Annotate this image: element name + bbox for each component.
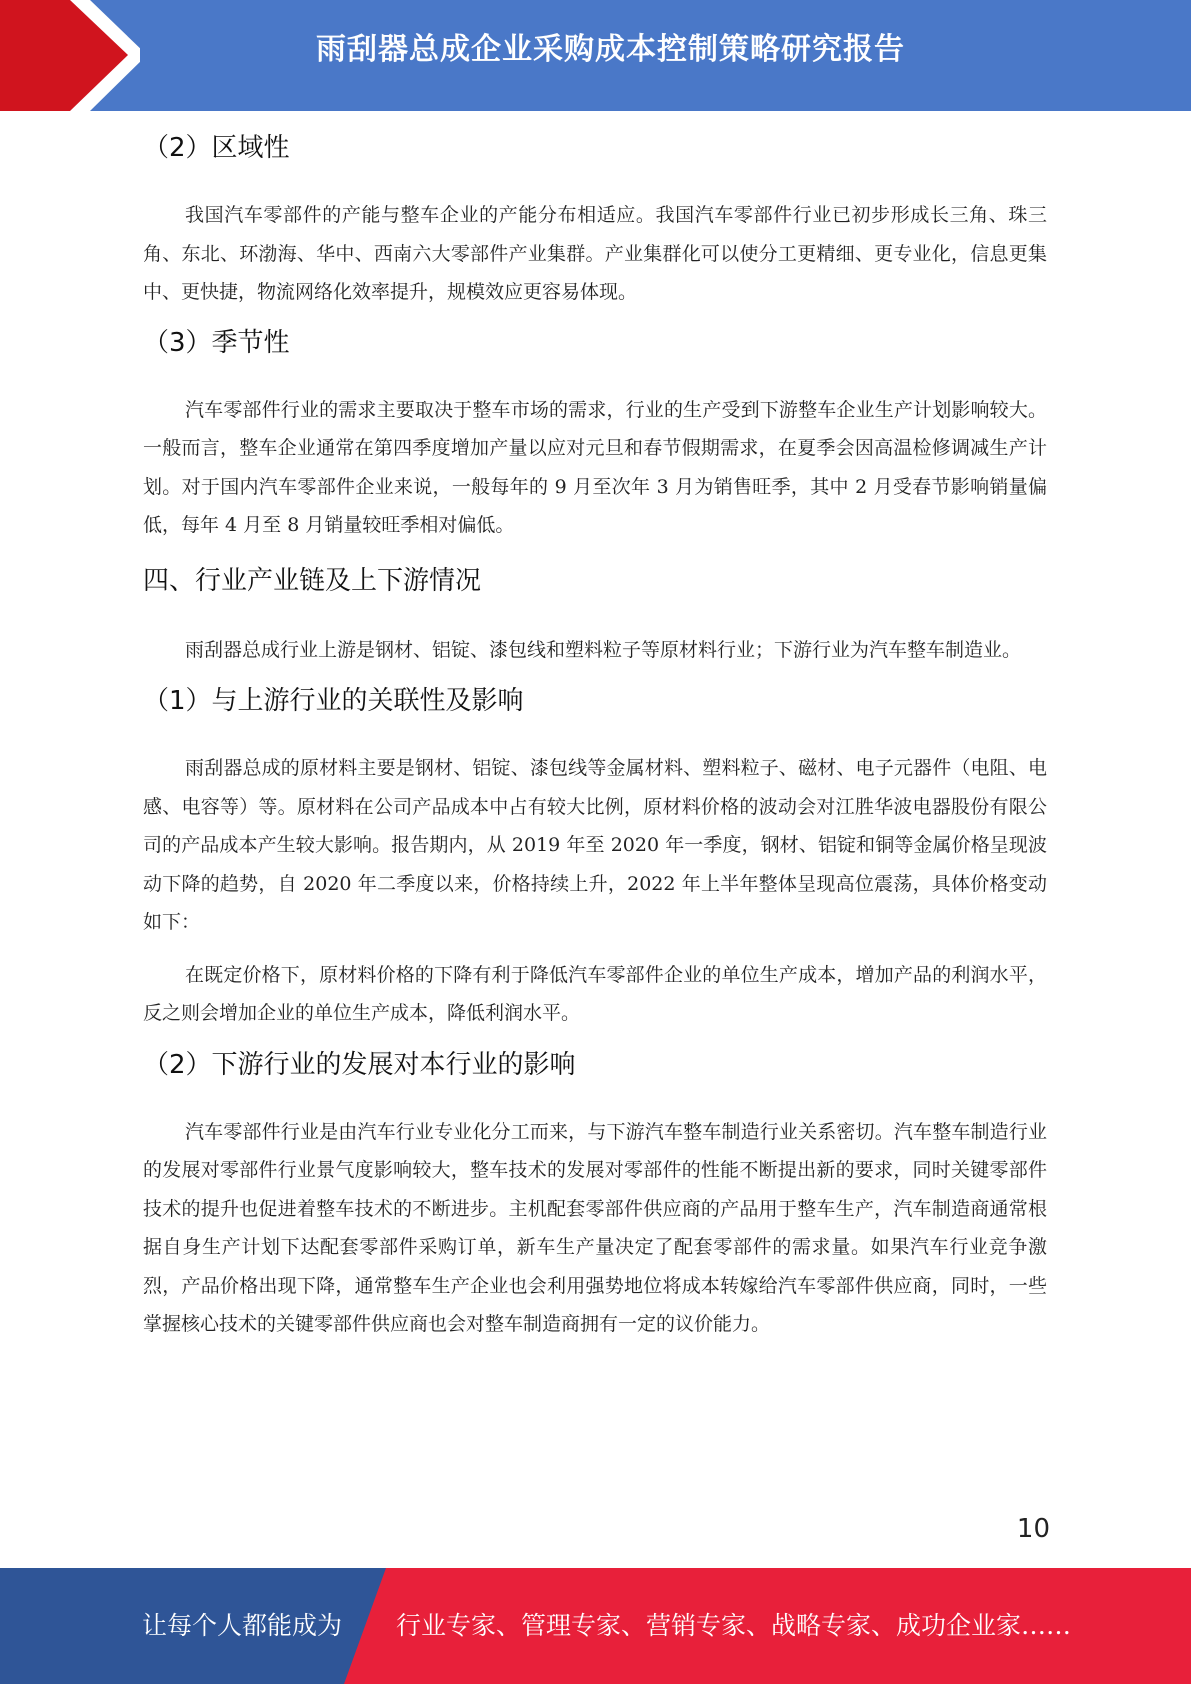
section-heading-upstream: （1）与上游行业的关联性及影响 xyxy=(143,686,524,716)
paragraph-upstream-materials: 雨刮器总成的原材料主要是钢材、铝锭、漆包线等金属材料、塑料粒子、磁材、电子元器件（电阻、电感、电容等）等。原材料在公司产品成本中占有较大比例，原材料价格的波动会对江胜华波电器股份有限公司的产品成本产生较大影响。报告期内，从 2019 年至 2020 年一季度，钢材、铝锭和铜等金属价格呈现波动下降的趋势，自 2020 年二季度以来，价格持续上升，2022 年上半年整体呈现高位震荡，具体价格变动如下： xyxy=(143,757,1047,933)
section-heading-downstream: （2）下游行业的发展对本行业的影响 xyxy=(143,1049,576,1080)
paragraph-upstream-price: 在既定价格下，原材料价格的下降有利于降低汽车零部件企业的单位生产成本，增加产品的利润水平，反之则会增加企业的单位生产成本，降低利润水平。 xyxy=(143,963,1047,1024)
section-heading-regional: （2）区域性 xyxy=(143,133,290,163)
page-header xyxy=(0,0,1191,111)
paragraph-downstream: 汽车零部件行业是由汽车行业专业化分工而来，与下游汽车整车制造行业关系密切。汽车整车制造行业的发展对零部件行业景气度影响较大，整车技术的发展对零部件的性能不断提出新的要求，同时关键零部件技术的提升也促进着整车技术的不断进步。主机配套零部件供应商的产品用于整车生产，汽车制造商通常根据自身生产计划下达配套零部件采购订单，新车生产量决定了配套零部件的需求量。如果汽车行业竞争激烈，产品价格出现下降，通常整车生产企业也会利用强势地位将成本转嫁给汽车零部件供应商，同时，一些掌握核心技术的关键零部件供应商也会对整车制造商拥有一定的议价能力。 xyxy=(143,1120,1047,1335)
page-number: 10 xyxy=(1016,1514,1050,1544)
main-content xyxy=(143,128,1047,1344)
footer-slogan-left: 让每个人都能成为 xyxy=(142,1611,343,1640)
paragraph-seasonal: 汽车零部件行业的需求主要取决于整车市场的需求，行业的生产受到下游整车企业生产计划影响较大。一般而言，整车企业通常在第四季度增加产量以应对元旦和春节假期需求，在夏季会因高温检修调减生产计划。对于国内汽车零部件企业来说，一般每年的 9 月至次年 3 月为销售旺季，其中 2 月受春节影响销量偏低，每年 4 月至 8 月销量较旺季相对偏低。 xyxy=(143,398,1047,536)
report-title: 雨刮器总成企业采购成本控制策略研究报告 xyxy=(316,32,905,67)
footer-slogan-right: 行业专家、管理专家、营销专家、战略专家、成功企业家…… xyxy=(396,1611,1072,1640)
paragraph-regional: 我国汽车零部件的产能与整车企业的产能分布相适应。我国汽车零部件行业已初步形成长三角、珠三角、东北、环渤海、华中、西南六大零部件产业集群。产业集群化可以使分工更精细、更专业化，信息更集中、更快捷，物流网络化效率提升，规模效应更容易体现。 xyxy=(143,204,1047,303)
paragraph-industry-chain: 雨刮器总成行业上游是钢材、铝锭、漆包线和塑料粒子等原材料行业；下游行业为汽车整车制造业。 xyxy=(185,638,1022,661)
section-heading-seasonal: （3）季节性 xyxy=(143,327,290,358)
page-footer xyxy=(0,1568,1191,1684)
section-heading-industry-chain: 四、行业产业链及上下游情况 xyxy=(143,565,482,596)
